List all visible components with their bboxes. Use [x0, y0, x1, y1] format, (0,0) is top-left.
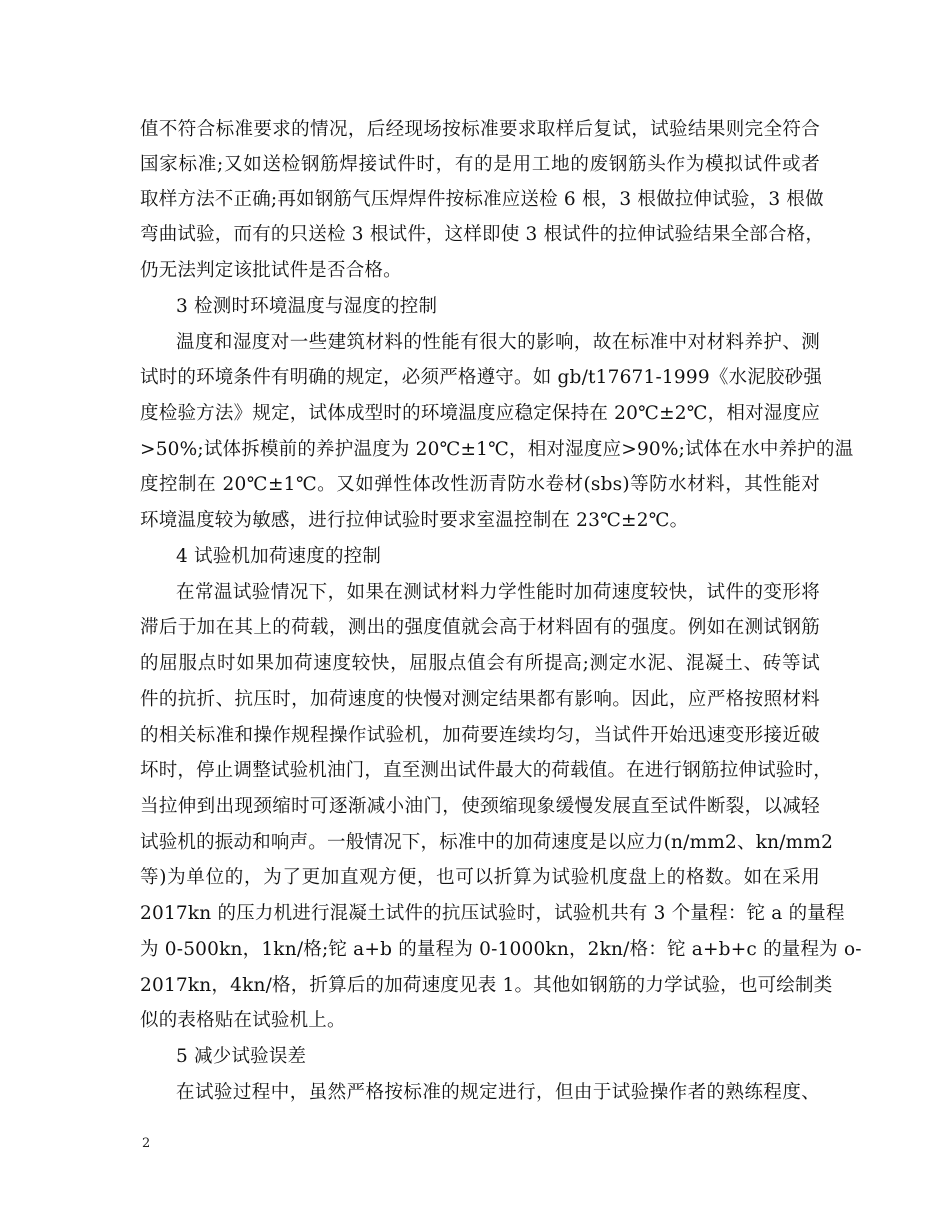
- body-text-line: >50%;试体拆模前的养护温度为 20℃±1℃，相对湿度应>90%;试体在水中养护的温: [140, 439, 854, 460]
- body-text-line: 似的表格贴在试验机上。: [140, 1010, 346, 1031]
- section-heading-4: 4 试验机加荷速度的控制: [176, 546, 382, 567]
- body-text-line: 取样方法不正确;再如钢筋气压焊焊件按标准应送检 6 根，3 根做拉伸试验，3 根做: [140, 189, 824, 210]
- body-text-line: 度控制在 20℃±1℃。又如弹性体改性沥青防水卷材(sbs)等防水材料，其性能对: [140, 474, 820, 495]
- body-text-line: 在常温试验情况下，如果在测试材料力学性能时加荷速度较快，试件的变形将: [176, 582, 820, 603]
- body-text-line: 等)为单位的，为了更加直观方便，也可以折算为试验机度盘上的格数。如在采用: [140, 867, 820, 888]
- body-text-line: 温度和湿度对一些建筑材料的性能有很大的影响，故在标准中对材料养护、测: [176, 332, 820, 353]
- body-text-line: 坏时，停止调整试验机油门，直至测出试件最大的荷载值。在进行钢筋拉伸试验时，: [140, 760, 832, 781]
- section-heading-5: 5 减少试验误差: [176, 1046, 307, 1067]
- body-text-line: 弯曲试验，而有的只送检 3 根试件，这样即使 3 根试件的拉伸试验结果全部合格，: [140, 224, 825, 245]
- body-text-line: 为 0-500kn，1kn/格;铊 a+b 的量程为 0-1000kn，2kn/格：铊 a+b+c 的量程为 o-: [140, 939, 862, 960]
- body-text-line: 仍无法判定该批试件是否合格。: [140, 260, 402, 281]
- body-text-line: 件的抗折、抗压时，加荷速度的快慢对测定结果都有影响。因此，应严格按照材料: [140, 689, 820, 710]
- body-text-line: 2017kn 的压力机进行混凝土试件的抗压试验时，试验机共有 3 个量程：铊 a 的量程: [140, 903, 845, 924]
- body-text-line: 的屈服点时如果加荷速度较快，屈服点值会有所提高;测定水泥、混凝土、砖等试: [140, 653, 820, 674]
- body-text-line: 滞后于加在其上的荷载，测出的强度值就会高于材料固有的强度。例如在测试钢筋: [140, 617, 820, 638]
- body-text-line: 2017kn，4kn/格，折算后的加荷速度见表 1。其他如钢筋的力学试验，也可绘制类: [140, 975, 833, 996]
- section-heading-3: 3 检测时环境温度与湿度的控制: [176, 296, 438, 317]
- body-text-line: 当拉伸到出现颈缩时可逐渐减小油门，使颈缩现象缓慢发展直至试件断裂，以减轻: [140, 796, 820, 817]
- body-text-line: 试验机的振动和响声。一般情况下，标准中的加荷速度是以应力(n/mm2、kn/mm2: [140, 832, 834, 853]
- body-text-line: 试时的环境条件有明确的规定，必须严格遵守。如 gb/t17671-1999《水泥胶砂强: [140, 367, 823, 388]
- body-text-line: 环境温度较为敏感，进行拉伸试验时要求室温控制在 23℃±2℃。: [140, 510, 689, 531]
- page-number: 2: [142, 1136, 151, 1151]
- body-text-line: 国家标准;又如送检钢筋焊接试件时，有的是用工地的废钢筋头作为模拟试件或者: [140, 154, 820, 175]
- body-text-line: 的相关标准和操作规程操作试验机，加荷要连续均匀，当试件开始迅速变形接近破: [140, 725, 820, 746]
- body-text-line: 度检验方法》规定，试体成型时的环境温度应稳定保持在 20℃±2℃，相对湿度应: [140, 403, 820, 424]
- body-text-line: 在试验过程中，虽然严格按标准的规定进行，但由于试验操作者的熟练程度、: [176, 1082, 820, 1103]
- body-text-line: 值不符合标准要求的情况，后经现场按标准要求取样后复试，试验结果则完全符合: [140, 119, 820, 140]
